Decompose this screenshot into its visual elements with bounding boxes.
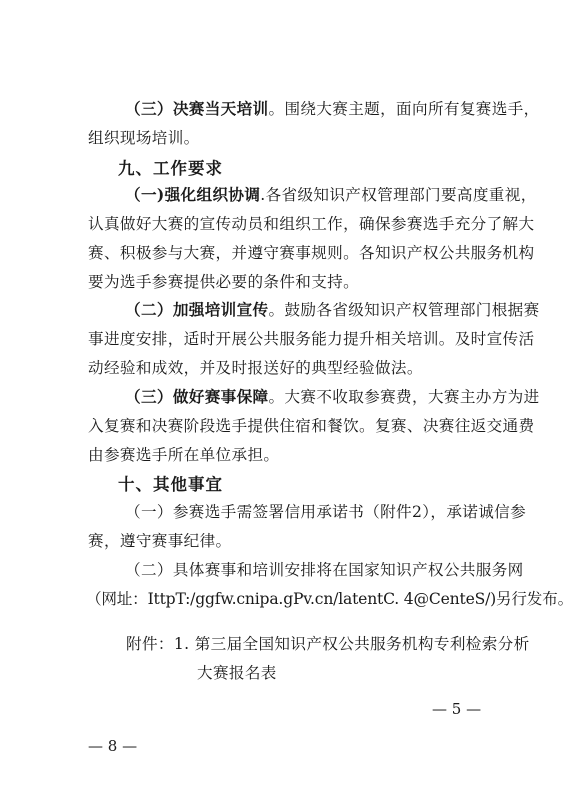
final-training-lead: （三）决赛当天培训	[125, 99, 269, 118]
publicity-lead: （二）加强培训宣传	[125, 300, 269, 319]
coordination-lead: （一)强化组织协调	[125, 185, 261, 204]
paragraph-credit-line1: （一）参赛选手需签署信用承诺书（附件2），承诺诚信参	[125, 503, 527, 521]
publicity-text: 。鼓励各省级知识产权管理部门根据赛	[268, 301, 540, 319]
paragraph-publicity-line3: 动经验和成效，并及时报送好的典型经验做法。	[88, 359, 423, 377]
paragraph-support-line3: 由参赛选手所在单位承担。	[88, 446, 280, 464]
paragraph-coordination-line3: 赛、积极参与大赛，并遵守赛事规则。各知识产权公共服务机构	[88, 244, 535, 262]
paragraph-coordination-line1	[125, 184, 537, 206]
paragraph-coordination-line2: 认真做好大赛的宣传动员和组织工作，确保参赛选手充分了解大	[88, 215, 535, 233]
paragraph-support-line2: 入复赛和决赛阶段选手提供住宿和餐饮。复赛、决赛往返交通费	[88, 417, 535, 435]
section-heading-10: 十、其他事宜	[118, 475, 223, 494]
paragraph-publicity-line2: 事进度安排，适时开展公共服务能力提升相关培训。及时宣传活	[88, 330, 535, 348]
paragraph-publicity-line1	[125, 299, 540, 321]
paragraph-coordination-line4: 要为选手参赛提供必要的条件和支持。	[88, 273, 360, 291]
paragraph-support-line1	[125, 386, 540, 408]
page-number-inner: — 5 —	[432, 700, 482, 718]
final-training-text: 。围绕大赛主题，面向所有复赛选手，	[268, 100, 540, 118]
coordination-text: .各省级知识产权管理部门要高度重视，	[260, 186, 537, 204]
page-number-outer: — 8 —	[88, 737, 138, 755]
attachment-line1: 附件：1. 第三届全国知识产权公共服务机构专利检索分析	[126, 635, 530, 653]
paragraph-schedule-line2: （网址：IttpT:/ggfw.cnipa.gPv.cn/latentC. 4@CenteS/)另行发布。	[86, 590, 573, 608]
paragraph-final-training-line2: 组织现场培训。	[88, 129, 200, 147]
paragraph-schedule-line1: （二）具体赛事和培训安排将在国家知识产权公共服务网	[125, 561, 524, 579]
attachment-line2: 大赛报名表	[197, 664, 277, 682]
support-lead: （三）做好赛事保障	[125, 387, 269, 406]
paragraph-final-training-line1	[125, 98, 540, 120]
section-heading-9: 九、工作要求	[118, 159, 223, 178]
paragraph-credit-line2: 赛，遵守赛事纪律。	[88, 532, 232, 550]
support-text: 。大赛不收取参赛费，大赛主办方为进	[268, 388, 540, 406]
